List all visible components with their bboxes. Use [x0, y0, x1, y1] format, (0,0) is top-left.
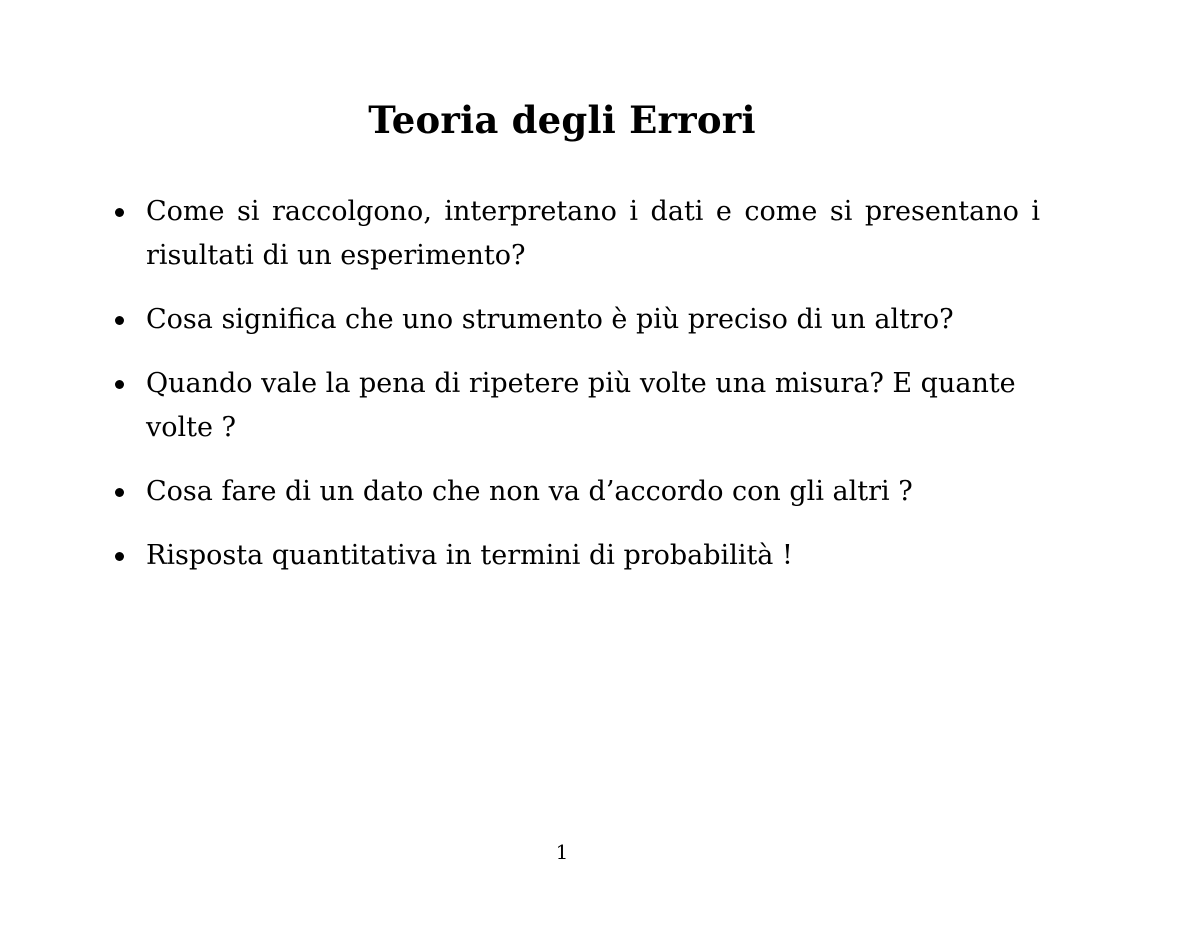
list-item [110, 298, 1040, 342]
list-item [110, 362, 1040, 450]
bullet-icon [115, 380, 124, 389]
bullet-icon [115, 488, 124, 497]
list-item-text: Risposta quantitativa in termini di probabilità ! [146, 540, 793, 571]
list-item-text: Come si raccolgono, interpretano i dati e come si presentano i risultati di un esperimento? [146, 196, 1040, 271]
list-item [110, 470, 1040, 514]
list-item-text: Cosa fare di un dato che non va d’accordo con gli altri ? [146, 476, 913, 507]
bullet-list [110, 190, 1040, 598]
bullet-icon [115, 316, 124, 325]
list-item [110, 190, 1040, 278]
bullet-icon [115, 552, 124, 561]
page-number: 1 [555, 840, 569, 864]
list-item-text: Quando vale la pena di ripetere più volte una misura? E quante volte ? [146, 368, 1016, 443]
list-item [110, 534, 1040, 578]
bullet-icon [115, 208, 124, 217]
list-item-text: Cosa significa che uno strumento è più preciso di un altro? [146, 304, 954, 335]
page-title: Teoria degli Errori [368, 98, 756, 142]
